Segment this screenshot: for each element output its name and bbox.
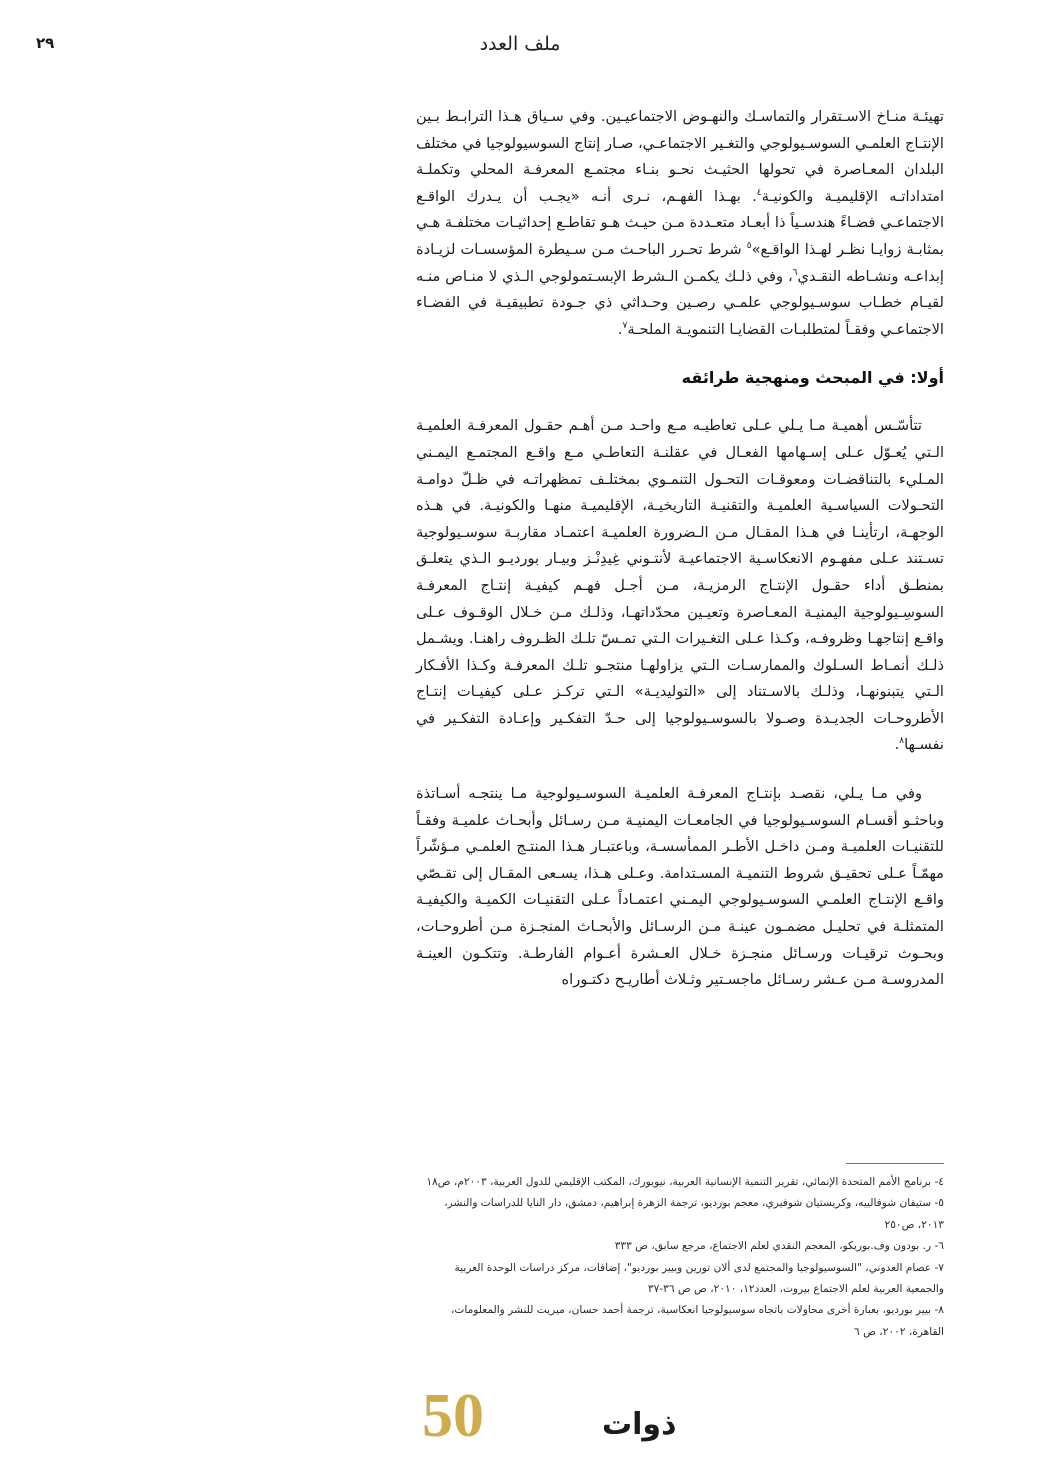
footnotes — [416, 1172, 944, 1343]
page-number: ٢٩ — [36, 34, 55, 52]
footnote-item: ٧- عصام العدوني، "السوسيولوجيا والمجتمع لدى ألان تورين وبيير بورديو"، إضافات، مركز دراسات الوحدة العربية والجمعية العربية لعلم الاجتماع بيروت، العدد١٢، ٢٠١٠، ص ص ٣٦-٣٧ — [454, 1261, 944, 1296]
paragraph-text: . بهـذا الفهـم، نـرى أنـه «يجـب أن يـدرك الواقـع الاجتماعـي فضـاءً هندسـياً ذا أبعـاد متعـددة مـن حيـث هـو تقاطـع إحداثيـات مختلفـة هـي بمثابـة زوايـا نظـر لهـذا الواقـع» — [416, 187, 944, 258]
paragraph-text: تهيئـة منـاخ الاسـتقرار والتماسـك والنهـوض الاجتماعيـين. وفي سـياق هـذا الترابـط بـين الإنتـاج العلمـي السوسـيولوجي والتغـير الاجتماعـي، صـار إنتاج السوسيولوجيا في مختلف البلدان المعـاصرة في تحولها الحثيـث نحـو بنـاء مجتمـع المعرفـة المحلي وتكملـة امتداداتـه الإقليميـة والكونيـة — [416, 108, 945, 205]
logo-number: 50 — [422, 1382, 484, 1450]
paragraph-text: تتأسّـس أهميـة مـا يـلي عـلى تعاطيـه مـع واحـد مـن أهـم حقـول المعرفـة العلميـة الـتي يُعـوّل عـلى إسـهامها الفعـال في عقلنـة التعاطـي مـع واقـع المجتمـع اليمـني المـليء بالتناقضـات ومعوقـات التحـول التنمـوي بمختلـف تمظهراتـه في ظـلّ دوامـة التحـولات السياسـية العلميـة والتقنيـة التاريخيـة، الإقليميـة منهـا والكونيـة. في هـذه الوجهـة، ارتأينـا في هـذا المقـال مـن الـضرورة العلميـة اعتمـاد مقاربـة سوسـيولوجية تسـتند عـلى مفهـوم الانعكاسـية الاجتماعيـة لأنتـوني غِيدِنْـز وبيـار بورديـو الـذي يتعلـق بمنطـق أداء حقـول الإنتـاج الرمزيـة، مـن أجـل فهـم كيفيـة إنتـاج المعرفـة السوسِـيولوجية اليمنيـة المعـاصرة وتعيـين محدّداتهـا، وذلـك مـن خـلال الوقـوف عـلى واقـع إنتاجهـا وظروفـه، وكـذا عـلى التغـيرات الـتي تمـسّ تلـك الظـروف راهنـا. ويشـمل ذلـك أنمـاط السـلوك والممارسـات الـتي يزاولهـا منتجـو تلـك المعرفـة وكـذا الأفـكار الـتي يتبنونهـا، وذلـك بالاسـتناد إلى «التوليديـة» الـتي تركـز عـلى كيفيـات إنتـاج الأطروحـات الجديـدة وصـولا بالسوسـيولوجيا إلى حـدّ التفكـير وإعـادة التفكـير في نفسـها — [416, 417, 944, 754]
logo-wordmark: ذوات — [602, 1407, 677, 1442]
section-heading: أولا: في المبحث ومنهجية طرائقه — [681, 368, 944, 388]
body-paragraph — [416, 781, 944, 994]
footnote-marker: ٤ — [756, 187, 762, 198]
paragraph-text: شرط تحـرر الباحـث مـن سـيطرة المؤسسـات لزيـادة إبداعـه ونشـاطه النقـدي — [416, 240, 944, 285]
paragraph-text: . — [617, 320, 623, 338]
spacer — [416, 759, 944, 781]
magazine-logo — [422, 1382, 677, 1450]
footnote-divider — [846, 1163, 944, 1164]
footnote-item: ٨- بيير بورديو، بعبارة أخرى محاولات باتجاه سوسيولوجيا انعكاسية، ترجمة أحمد حسان، ميريت للنشر والمعلومات، القاهرة، ٢٠٠٢، ص ٦ — [450, 1304, 944, 1338]
spacer — [416, 391, 944, 413]
running-title: ملف العدد — [479, 33, 561, 55]
footnote-item: ٦- ر. بودون وف.بوريكو، المعجم النقدي لعلم الاجتماع، مرجع سابق، ص ٣٣٣ — [614, 1240, 944, 1253]
body-column — [416, 104, 944, 994]
paragraph-text: وفي مـا يـلي، نقصـد بإنتـاج المعرفـة العلميـة السوسـيولوجية مـا ينتجـه أسـاتذة وباحثـو أقسـام السوسـيولوجيا في الجامعـات اليمنيـة مـن رسـائل وأبحـاث علميـة وفقـاً للتقنيـات العلميـة ومـن داخـل الأطـر الممأسسـة، وباعتبـار هـذا المنتـج العلمـي مـؤشّراً مهمّـاً عـلى تحقيـق شروط التنميـة المسـتدامة. وعـلى هـذا، يسـعى المقـال إلى تقـصّي واقـع الإنتـاج العلمـي السوسـيولوجي اليمـني اعتمـاداً عـلى التقنيـات الكميـة والكيفيـة المتمثلـة في تحليـل مضمـون عينـة مـن الرسـائل والأبحـاث المنجـزة مـن أطروحـات، وبحـوث ترقيـات ورسـائل منجـزة خـلال العـشرة أعـوام الفارطـة. وتتكـون العينـة المدروسـة مـن عـشر رسـائل ماجسـتير وثـلاث أطاريـح دكتـوراه — [416, 785, 944, 989]
footnote-marker: ٦ — [792, 267, 798, 278]
paragraph-text: ، وفي ذلـك يكمـن الـشرط الإبسـتمولوجي الـذي لا منـاص منـه لقيـام خطـاب سوسـيولوجي علمـي رصـين وحـداثي ذي جـودة تطبيقيـة في الفضـاء الاجتماعـي وفقـاً لمتطلبـات القضايـا التنمويـة الملحـة — [416, 267, 944, 338]
paragraph-text: . — [894, 736, 900, 754]
footnote-marker: ٥ — [746, 241, 752, 252]
footnote-marker: ٧ — [622, 320, 628, 331]
footnote-item: ٤- برنامج الأمم المتحدة الإنمائي، تقرير التنمية الإنسانية العربية، نيويورك، المكتب الإقليمي للدول العربية، ٢٠٠٣م، ص١٨ — [426, 1176, 944, 1188]
body-paragraph — [416, 413, 944, 759]
body-paragraph — [416, 104, 944, 343]
spacer — [416, 343, 944, 365]
footnote-item: ٥- ستيفان شوفالييه، وكريستيان شوفيري، معجم بورديو، ترجمة الزهرة إبراهيم، دمشق، دار النايا للدراسات والنشر، ٢٠١٣، ص٢٥٠ — [444, 1197, 944, 1231]
footnote-marker: ٨ — [899, 736, 905, 747]
